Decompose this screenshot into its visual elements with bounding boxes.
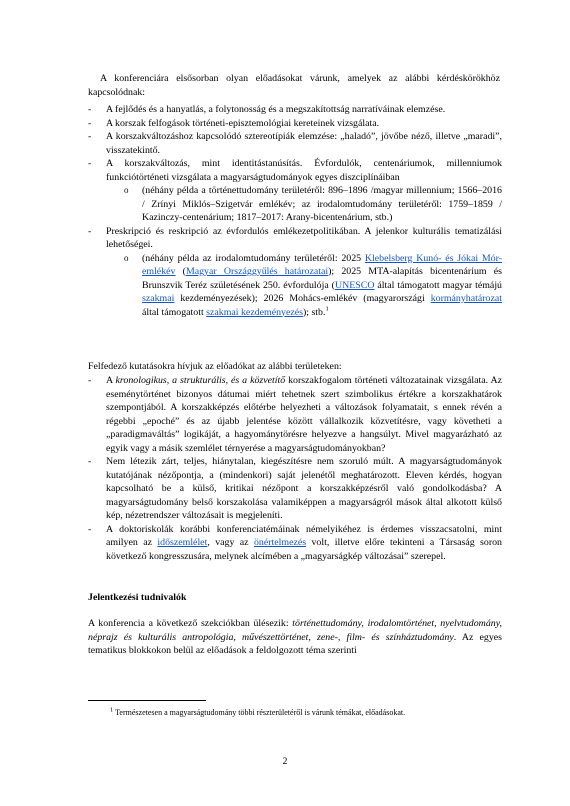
list-item: - Nem létezik zárt, teljes, hiánytalan, kiegészítésre nem szoruló múlt. A magyarságtudományok kutatójának nézőpontja, a (mindenkori) saját jelenétől meghatározott. Eleven kérdés, hogyan kapcsolható be a külső, kritikai nézőpont a korszakképzésről való gondolkodásba? A magyarságtudomány belső korszakolása valamiképpen a magyarságról mások által alkotott külső kép, nézetrendszer változásait is megjeleníti. — [88, 456, 502, 521]
link-unesco[interactable]: UNESCO — [334, 279, 375, 291]
link-szakmai[interactable]: szakmai — [142, 293, 175, 304]
link-onertelmezes[interactable]: önértelmezés — [253, 537, 307, 548]
link-klebelsberg[interactable]: Klebelsberg Kunó- és Jókai Mór-emlékév — [142, 252, 502, 277]
link-idoszemlelet[interactable]: időszemlélet — [157, 537, 208, 548]
list-item: - A fejlődés és a hanyatlás, a folytonosság és a megszakítottság narratíváinak elemzése. — [88, 104, 446, 115]
list-item: - A kronologikus, a strukturális, és a közvetítő korszakfogalom történeti változatainak vizsgálata. Az eseménytörténet bizonyos dátumai miért tehetnek szert szimbolikus értékre a korszakhatárok szempontjából. A korszakképzés előtérbe helyezheti a változások folyamatait, s ennek révén a régebbi „epoché” és az újabb jelentése között vállalkozik közvetítésre, vagy követheti a „paradigmaváltás” logikáját, a hagyománytörésre helyezve a hangsúlyt. Mivel magyarázható az egyik vagy a másik szemlélet térnyerése a magyarságtudományokban? — [88, 375, 502, 454]
list-item: - A korszakváltozáshoz kapcsolódó sztereotípiák elemzése: „haladó”, jövőbe néző, illetve „maradi”, visszatekintő. — [88, 131, 502, 156]
sub-list-item: o (néhány példa a történettudomány területéről: 896–1896 /magyar millennium; 1566–2016 / Zrínyi Miklós–Szigetvár emlékév; az irodalomtudomány területéről: 1759–1859 / Kazinczy-centenárium; 1817–2017: Arany-bicentenárium, stb.) — [124, 185, 502, 223]
footnote-ref[interactable]: 1 — [325, 305, 329, 313]
list-item: - A korszakváltozás, mint identitástanúsítás. Évfordulók, centenáriumok, millenniumok funkciótörténeti vizsgálata a magyarságtudományok egyes diszciplínáiban o (néhány példa a történettudomány területéről: 896–1896 /magyar millennium; 1566–2016 / Zrínyi Miklós–Szigetvár emlékév; az irodalomtudomány területéről: 1759–1859 / Kazinczy-centenárium; 1817–2017: Arany-bicentenárium, stb.) — [88, 158, 502, 223]
link-szakmai-kezdemenyezes[interactable]: szakmai kezdeményezés — [206, 306, 303, 318]
explore-paragraph: Felfedező kutatásokra hívjuk az előadókat az alábbi területeken: — [88, 361, 342, 372]
sub-list — [106, 252, 502, 320]
section-heading: Jelentkezési tudnivalók — [88, 592, 187, 603]
sub-list-item: o (néhány példa az irodalomtudomány területéről: 2025 Klebelsberg Kunó- és Jókai Mór-emlékév (Magyar Országgyűlés határozatai); 2025 MTA-alapítás bicentenárium és Brunszvik Teréz születésének 250. évfordulója (UNESCO által támogatott magyar témájú szakmai kezdeményezések); 2026 Mohács-emlékév (magyarországi kormányhatározat által támogatott szakmai kezdeményezés); stb.$^1$ — [124, 252, 503, 318]
footnote: $^1$ Természetesen a magyarságtudomány többi részterületéről is várunk témákat, előadásokat. — [110, 706, 406, 717]
list-item: - A doktoriskolák korábbi konferenciatémáinak némelyikéhez is érdemes visszacsatolni, mint amilyen az időszemlélet, vagy az önértelmezés volt, illetve előre tekintenі a Társaság soron következő kongresszusára, melynek alcímében a „magyarságkép változásai” szerepel. — [88, 523, 502, 562]
link-orszaggyules[interactable]: Magyar Országgyűlés határozatai — [185, 266, 329, 277]
sub-list — [106, 184, 502, 225]
intro-paragraph — [88, 72, 500, 99]
link-kormanyhatarozat[interactable]: kormányhatározat — [430, 293, 502, 304]
footnote-separator — [88, 700, 206, 701]
intro-text: A konferenciára elsősorban olyan előadásokat várunk, amelyek az alábbi kérdéskörökhöz kapcsolódnak: — [88, 73, 500, 98]
topic-list — [88, 103, 502, 319]
page-number: 2 — [282, 756, 288, 767]
list-item: - A korszak felfogások történeti-episztemológiai kereteinek vizsgálata. — [88, 117, 380, 129]
list-item: - Preskripció és reskripció az évfordulós emlékezetpolitikában. A jelenkor kulturális tematizálási lehetőségei. o (néhány példa az irodalomtudomány területéről: 2025 Klebelsberg Kunó- és Jókai Mór-emlékév (Magyar Országgyűlés határozatai); 2025 MTA-alapítás bicentenárium és Brunszvik Teréz születésének 250. évfordulója (UNESCO által támogatott magyar témájú szakmai kezdeményezések); 2026 Mohács-emlékév (magyarországi kormányhatározat által támogatott szakmai kezdeményezés); stb.$^1$ — [88, 225, 503, 318]
research-list — [88, 374, 502, 563]
registration-paragraph: A konferencia a következő szekciókban ülésezik: történettudomány, irodalomtörténet, nyelvtudomány, néprajz és kulturális antropológia, művészettörténet, zene-, film- és színháztudomány. Az egyes tematikus blokkokon belül az előadások a feldolgozott téma szerinti — [88, 618, 502, 656]
